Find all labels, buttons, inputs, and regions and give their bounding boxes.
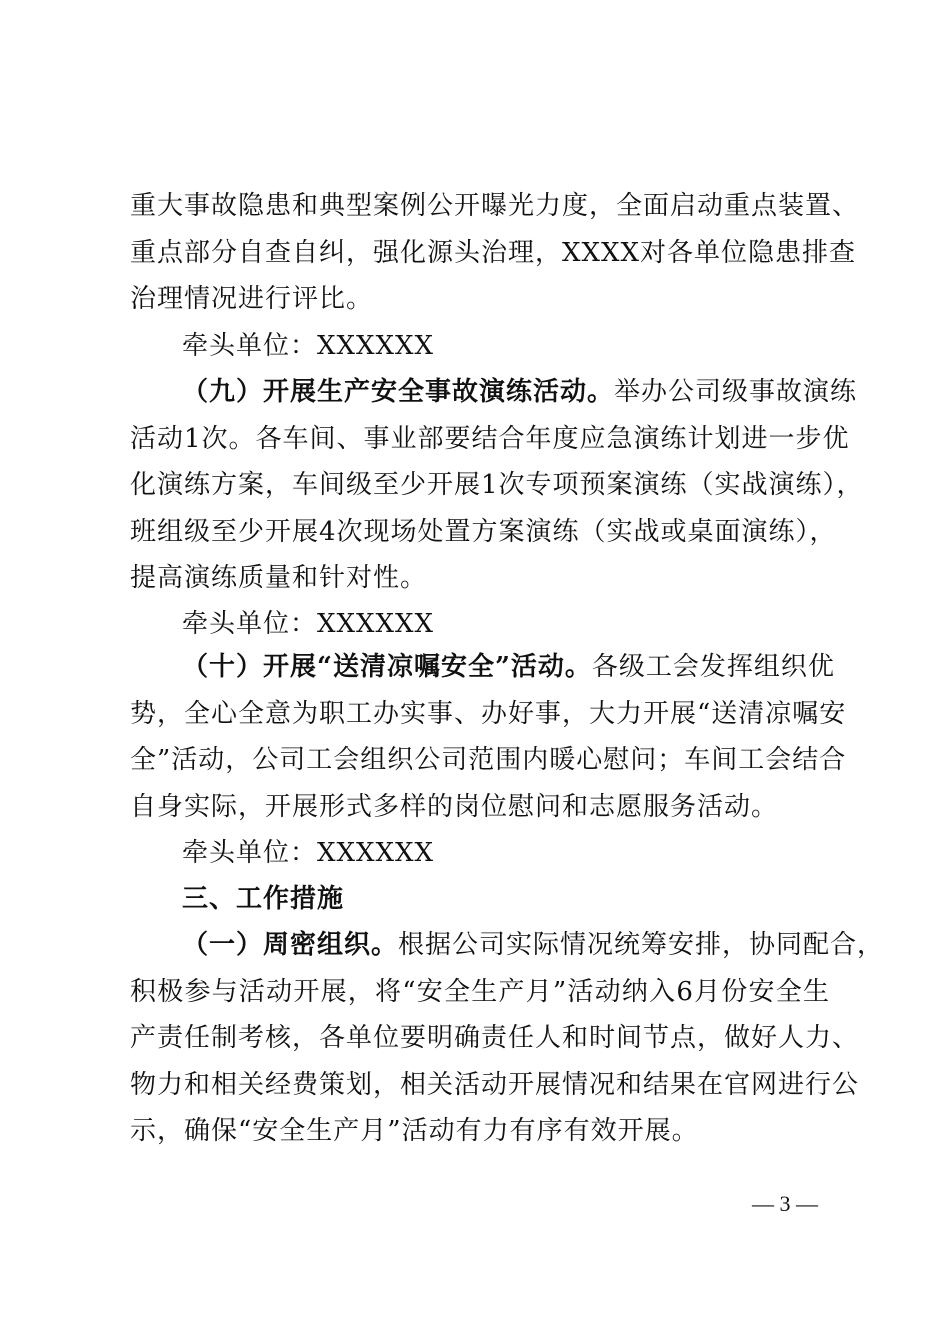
item-nine-first-line [182,377,858,407]
lead-unit: 牵头单位：XXXXXX [182,838,435,868]
text-line: 自身实际，开展形式多样的岗位慰问和志愿服务活动。 [130,792,779,822]
text-line: 活动1次。各车间、事业部要结合年度应急演练计划进一步优 [130,424,850,454]
text-span: 根据公司实际情况统筹安排，协同配合， [398,930,885,960]
lead-unit: 牵头单位：XXXXXX [182,331,435,361]
text-line: 示，确保“安全生产月”活动有力有序有效开展。 [130,1116,699,1146]
lead-unit: 牵头单位：XXXXXX [182,609,435,639]
text-line: 重点部分自查自纠，强化源头治理，XXXX对各单位隐患排查 [130,238,857,268]
text-line: 产责任制考核，各单位要明确责任人和时间节点，做好人力、 [130,1023,860,1053]
measure-one-first-line [182,930,885,960]
text-line: 化演练方案，车间级至少开展1次专项预案演练（实战演练）， [130,470,864,500]
text-line: 提高演练质量和针对性。 [130,563,428,593]
text-line: 治理情况进行评比。 [130,284,374,314]
page-number: — 3 — [752,1191,818,1216]
text-line: 势，全心全意为职工办实事、办好事，大力开展“送清凉嘱安 [130,699,847,729]
text-line: 重大事故隐患和典型案例公开曝光力度，全面启动重点装置、 [130,191,860,221]
text-span: 举办公司级事故演练 [614,377,858,407]
item-ten-title: （十）开展“送清凉嘱安全”活动。 [182,652,592,682]
section-heading: 三、工作措施 [182,884,345,914]
text-span: 各级工会发挥组织优 [591,652,835,682]
text-line: 物力和相关经费策划，相关活动开展情况和结果在官网进行公 [130,1070,860,1100]
text-line: 班组级至少开展4次现场处置方案演练（实战或桌面演练）， [130,517,837,547]
text-line: 积极参与活动开展，将“安全生产月”活动纳入6月份安全生 [130,977,830,1007]
text-line: 全”活动，公司工会组织公司范围内暖心慰问；车间工会结合 [130,745,847,775]
item-ten-first-line [182,652,835,682]
measure-one-title: （一）周密组织。 [182,930,399,960]
item-nine-title: （九）开展生产安全事故演练活动。 [182,377,615,407]
